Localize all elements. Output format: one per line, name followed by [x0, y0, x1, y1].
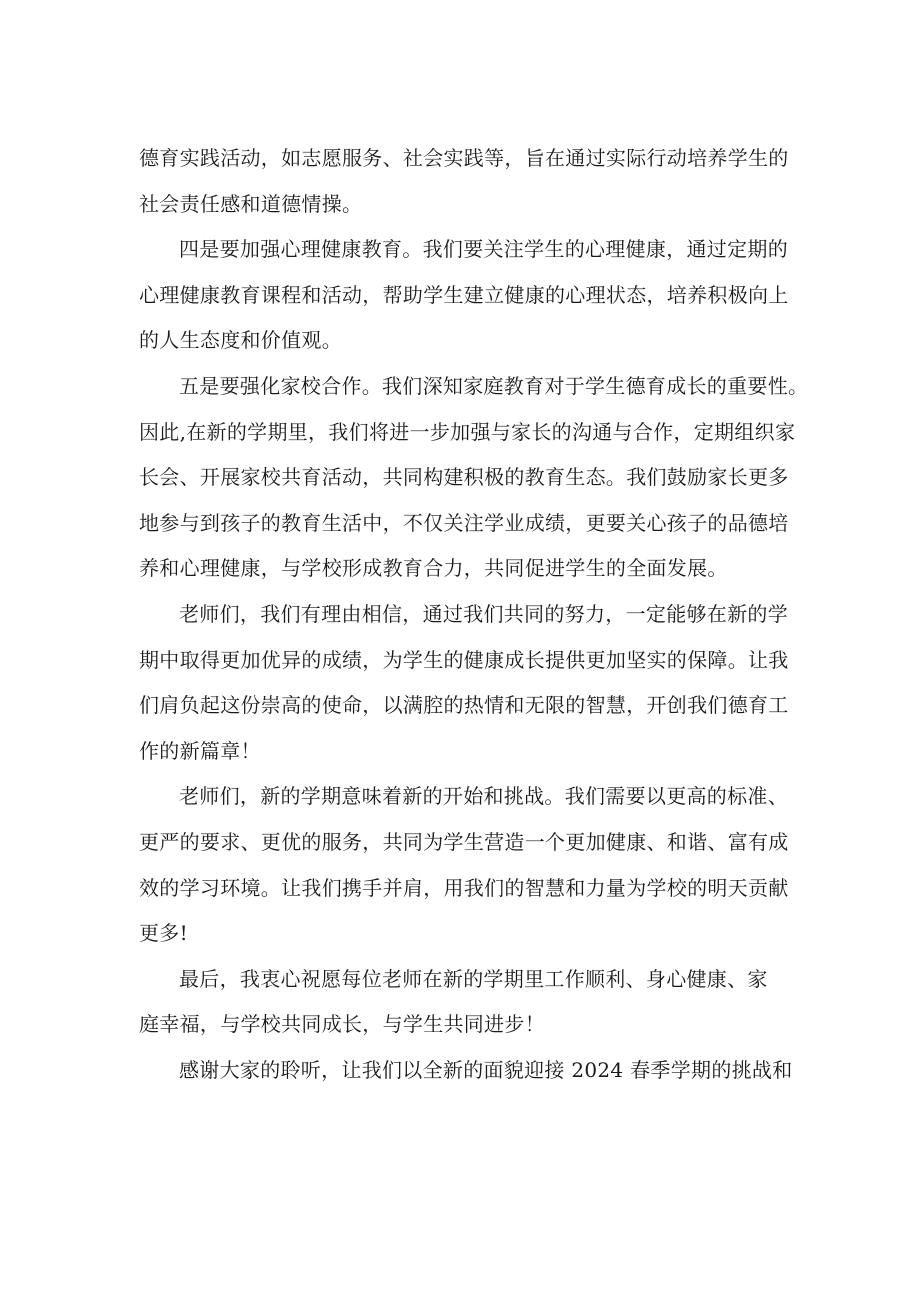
text-line: 庭幸福，与学校共同成长，与学生共同进步！: [139, 1012, 545, 1037]
text-line: 感谢大家的聆听，让我们以全新的面貌迎接 2024 春季学期的挑战和: [179, 1057, 793, 1082]
text-line: 地参与到孩子的教育生活中，不仅关注学业成绩，更要关心孩子的品德培: [139, 510, 789, 535]
text-line: 们肩负起这份崇高的使命，以满腔的热情和无限的智慧，开创我们德育工: [139, 693, 789, 718]
text-line: 老师们，新的学期意味着新的开始和挑战。我们需要以更高的标准、: [179, 784, 788, 809]
text-line: 长会、开展家校共育活动，共同构建积极的教育生态。我们鼓励家长更多: [139, 465, 789, 490]
text-line: 效的学习环境。让我们携手并肩，用我们的智慧和力量为学校的明天贡献: [139, 875, 789, 900]
paragraph-wishes: [139, 957, 789, 1048]
text-line: 最后，我衷心祝愿每位老师在新的学期里工作顺利、身心健康、家: [179, 966, 768, 991]
text-line: 五是要强化家校合作。我们深知家庭教育对于学生德育成长的重要性。: [179, 373, 809, 398]
text-line: 因此,在新的学期里，我们将进一步加强与家长的沟通与合作，定期组织家: [139, 419, 796, 444]
text-line: 期中取得更加优异的成绩，为学生的健康成长提供更加坚实的保障。让我: [139, 647, 789, 672]
paragraph-thanks: [139, 1048, 793, 1094]
text-line: 老师们，我们有理由相信，通过我们共同的努力，一定能够在新的学: [179, 601, 788, 626]
text-line: 四是要加强心理健康教育。我们要关注学生的心理健康，通过定期的: [179, 237, 788, 262]
paragraph-home-school: [139, 364, 809, 592]
text-line: 心理健康教育课程和活动，帮助学生建立健康的心理状态，培养积极向上: [139, 282, 789, 307]
text-line: 养和心理健康，与学校形成教育合力，共同促进学生的全面发展。: [139, 556, 728, 581]
text-line: 更多!: [139, 921, 188, 946]
paragraph-moral-practice: [139, 136, 789, 227]
text-line: 德育实践活动，如志愿服务、社会实践等，旨在通过实际行动培养学生的: [139, 146, 789, 170]
text-line: 作的新篇章！: [139, 738, 261, 763]
paragraph-mental-health: [139, 227, 789, 364]
text-line: 更严的要求、更优的服务，共同为学生营造一个更加健康、和谐、富有成: [139, 829, 789, 854]
document-body: [139, 136, 809, 1093]
text-line: 的人生态度和价值观。: [139, 328, 342, 353]
paragraph-confidence: [139, 592, 789, 774]
paragraph-new-term: [139, 774, 789, 956]
text-line: 社会责任感和道德情操。: [139, 191, 363, 216]
